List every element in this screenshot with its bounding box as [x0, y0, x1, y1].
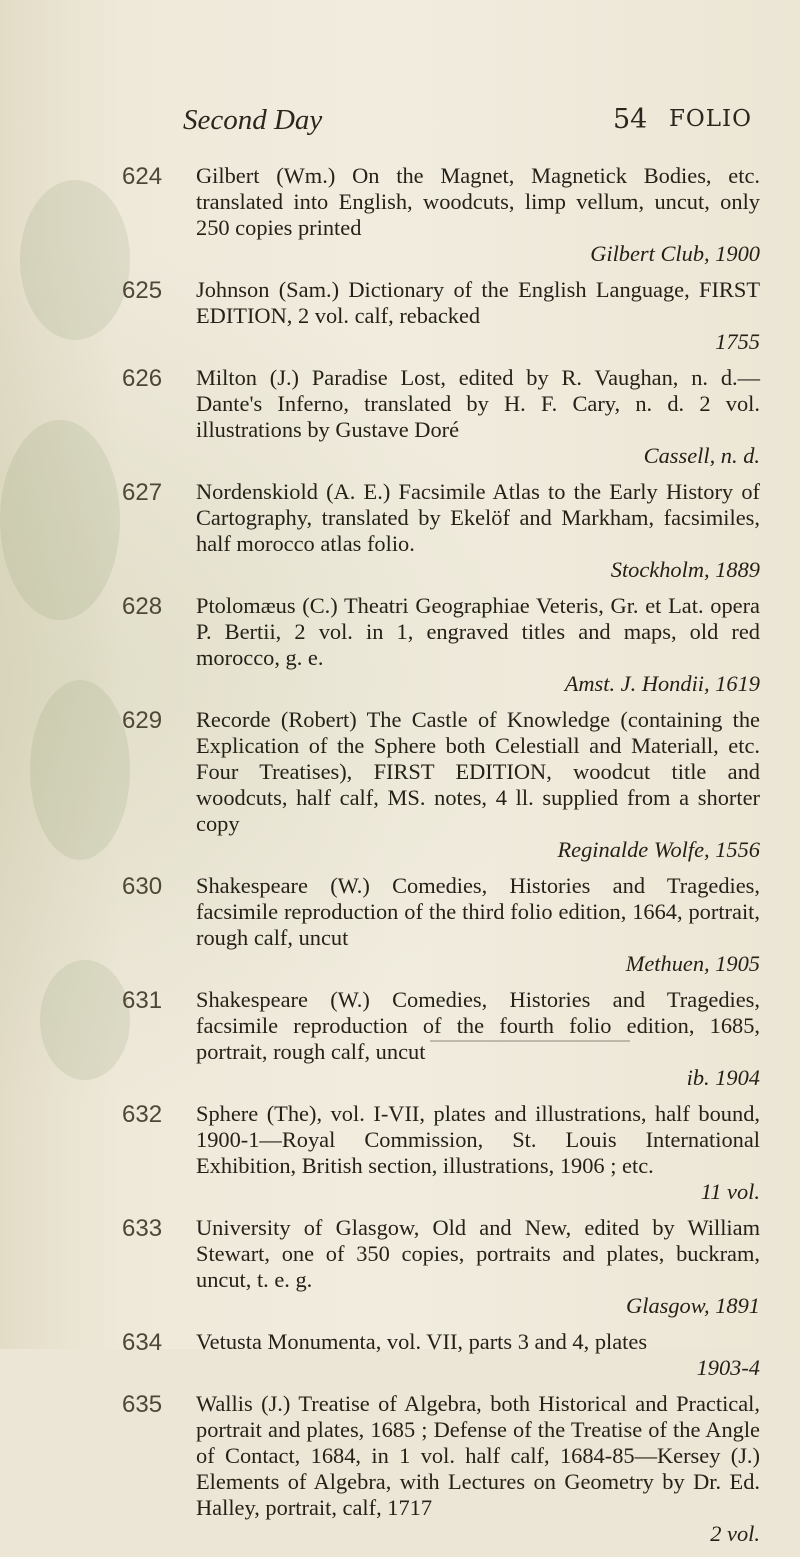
catalogue-entry [0, 1329, 800, 1381]
catalogue-entry [0, 1215, 800, 1319]
entry-imprint: Gilbert Club, 1900 [590, 241, 760, 266]
entry-text: Vetusta Monumenta, vol. VII, parts 3 and 4, plates [196, 1329, 648, 1354]
lot-number: 631 [122, 987, 163, 1014]
entry-text: University of Glasgow, Old and New, edited by William Stewart, one of 350 copies, portraits and plates, buckram, uncut, t. e. g. [196, 1215, 760, 1292]
page-header [183, 104, 752, 144]
entry-description [196, 365, 760, 469]
lot-number: 630 [122, 873, 163, 900]
lot-number: 632 [122, 1101, 163, 1128]
entry-text: Ptolomæus (C.) Theatri Geographiae Veteris, Gr. et Lat. opera P. Bertii, 2 vol. in 1, engraved titles and maps, old red morocco, g. e. [196, 593, 760, 670]
catalogue-entry [0, 277, 800, 355]
entry-text: Sphere (The), vol. I-VII, plates and illustrations, half bound, 1900-1—Royal Commission, St. Louis International Exhibition, British section, illustrations, 1906 ; etc. [196, 1101, 760, 1178]
running-head-left: Second Day [183, 104, 323, 136]
entry-description [196, 873, 760, 977]
entry-text: Recorde (Robert) The Castle of Knowledge (containing the Explication of the Sphere both Celestiall and Materiall, etc. Four Treatises), FIRST EDITION, woodcut title and woodcuts, half calf, MS. notes, 4 ll. supplied from a shorter copy [196, 707, 760, 836]
entry-text: Gilbert (Wm.) On the Magnet, Magnetick Bodies, etc. translated into English, woodcuts, limp vellum, uncut, only 250 copies printed [196, 163, 760, 240]
entry-imprint: 2 vol. [710, 1521, 760, 1546]
entry-description [196, 479, 760, 583]
lot-number: 625 [122, 277, 163, 304]
catalogue-entry [0, 163, 800, 267]
entry-text: Shakespeare (W.) Comedies, Histories and Tragedies, facsimile reproduction of the fourth folio edition, 1685, portrait, rough calf, uncut [196, 987, 760, 1064]
entry-description [196, 1101, 760, 1205]
entry-description [196, 707, 760, 863]
lot-number: 629 [122, 707, 163, 734]
entry-description [196, 1329, 760, 1381]
catalogue-entry [0, 593, 800, 697]
catalogue-entry [0, 1101, 800, 1205]
lot-number: 627 [122, 479, 163, 506]
entry-imprint: Methuen, 1905 [625, 951, 760, 976]
lot-number: 635 [122, 1391, 163, 1418]
lot-number: 634 [122, 1329, 163, 1356]
entry-description [196, 1215, 760, 1319]
entry-description [196, 987, 760, 1091]
entry-imprint: Amst. J. Hondii, 1619 [564, 671, 760, 696]
catalogue-entry [0, 1391, 800, 1547]
catalogue-entries [0, 163, 800, 1557]
entry-imprint: 1903-4 [696, 1355, 760, 1380]
lot-number: 624 [122, 163, 163, 190]
entry-imprint: 11 vol. [700, 1179, 760, 1204]
lot-number: 633 [122, 1215, 163, 1242]
entry-description [196, 1391, 760, 1547]
entry-imprint: 1755 [715, 329, 760, 354]
entry-text: Johnson (Sam.) Dictionary of the English Language, FIRST EDITION, 2 vol. calf, rebacked [196, 277, 760, 328]
entry-imprint: Stockholm, 1889 [610, 557, 760, 582]
entry-text: Milton (J.) Paradise Lost, edited by R. Vaughan, n. d.—Dante's Inferno, translated by H. F. Cary, n. d. 2 vol. illustrations by Gustave Doré [196, 365, 760, 442]
entry-imprint: ib. 1904 [686, 1065, 760, 1090]
entry-imprint: Glasgow, 1891 [626, 1293, 760, 1318]
entry-description [196, 593, 760, 697]
entry-text: Shakespeare (W.) Comedies, Histories and Tragedies, facsimile reproduction of the third folio edition, 1664, portrait, rough calf, uncut [196, 873, 760, 950]
catalogue-entry [0, 365, 800, 469]
catalogue-entry [0, 707, 800, 863]
entry-description [196, 163, 760, 267]
entry-text: Nordenskiold (A. E.) Facsimile Atlas to the Early History of Cartography, translated by Ekelöf and Markham, facsimiles, half morocco atlas folio. [196, 479, 760, 556]
catalogue-entry [0, 873, 800, 977]
entry-imprint: Reginalde Wolfe, 1556 [557, 837, 760, 862]
entry-text: Wallis (J.) Treatise of Algebra, both Historical and Practical, portrait and plates, 1685 ; Defense of the Treatise of the Angle of Contact, 1684, in 1 vol. half calf, 1684-85—Kersey (J.) Elements of Algebra, with Lectures on Geometry by Dr. Ed. Halley, portrait, calf, 1717 [196, 1391, 760, 1520]
catalogue-entry [0, 987, 800, 1091]
catalogue-entry [0, 479, 800, 583]
lot-number: 626 [122, 365, 163, 392]
running-head-right: FOLIO [668, 106, 752, 132]
end-rule [430, 1040, 630, 1042]
entry-description [196, 277, 760, 355]
entry-imprint: Cassell, n. d. [643, 443, 760, 468]
lot-number: 628 [122, 593, 163, 620]
page-number: 54 [613, 104, 648, 135]
